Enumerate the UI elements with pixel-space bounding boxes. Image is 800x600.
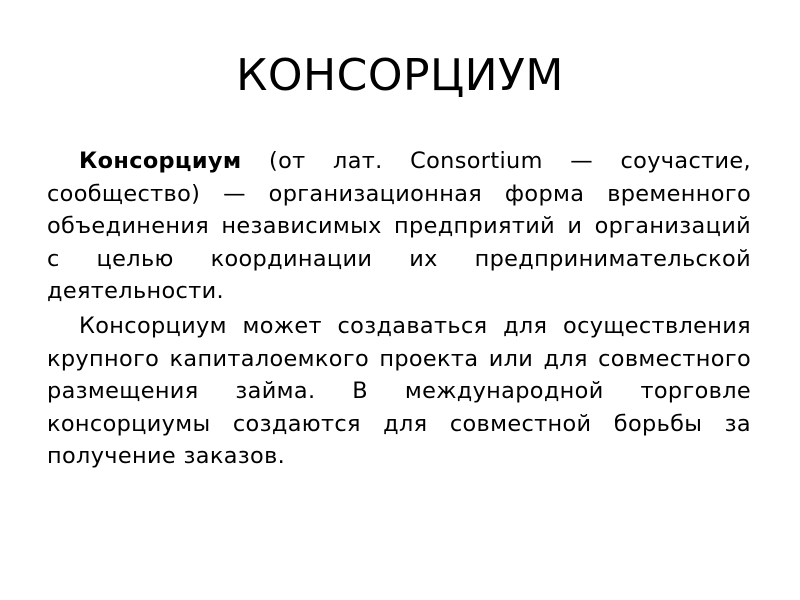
usage-paragraph: Консорциум может создаваться для осуществления крупного капиталоемкого проекта или для совместного размещения займа. В международной торговле консорциумы создаются для совместной борьбы за получение заказов.: [47, 312, 751, 470]
slide-title: КОНСОРЦИУМ: [236, 50, 564, 101]
definition-paragraph: [47, 145, 751, 308]
definition-text: (от лат. Consortium — соучастие, сообщество) — организационная форма временного объединения независимых предприятий и организаций с целью координации их предпринимательской деятельности.: [47, 148, 751, 305]
slide-body: [47, 145, 751, 473]
definition-term: Консорциум: [79, 148, 242, 174]
